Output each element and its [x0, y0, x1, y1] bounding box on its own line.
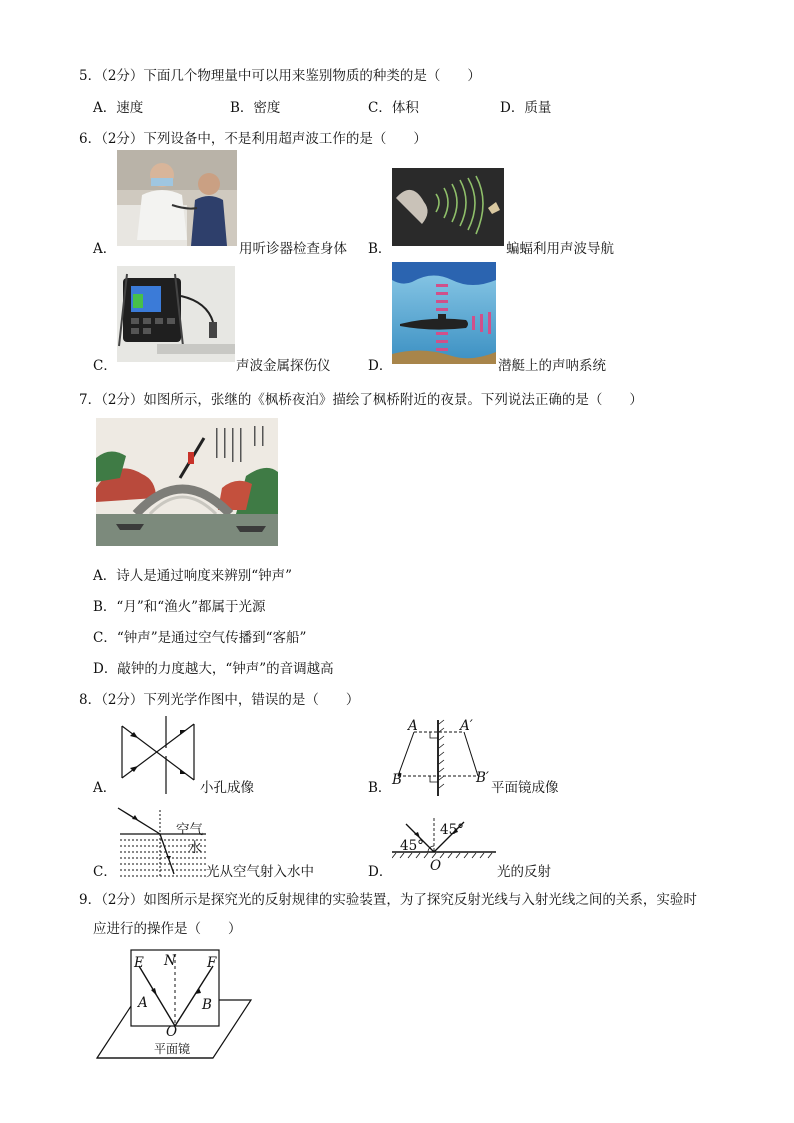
- q7-option-d[interactable]: D．敲钟的力度越大，“钟声”的音调越高: [93, 661, 334, 677]
- q6-option-b-caption: 蝙蝠利用声波导航: [506, 241, 614, 257]
- q7-option-b[interactable]: B．“月”和“渔火”都属于光源: [93, 599, 266, 615]
- q5-option-b[interactable]: B．密度: [230, 100, 281, 116]
- q5-stem: 5．（2分）下面几个物理量中可以用来鉴别物质的种类的是（ ）: [79, 68, 481, 84]
- q8b-label-b-prime: B′: [476, 770, 489, 786]
- q8-option-a-letter[interactable]: A．: [93, 780, 117, 796]
- q8-option-b-caption: 平面镜成像: [491, 780, 559, 796]
- q8-stem: 8．（2分）下列光学作图中，错误的是（ ）: [79, 692, 360, 708]
- q8b-label-a: A: [408, 718, 418, 734]
- q5-option-a[interactable]: A．速度: [93, 100, 144, 116]
- q9-mirror-caption: 平面镜: [154, 1042, 191, 1056]
- q8c-label-air: 空气: [176, 822, 203, 838]
- q8-option-c-letter[interactable]: C．: [93, 864, 117, 880]
- q8d-label-o: O: [430, 858, 442, 874]
- q8-option-d-caption: 光的反射: [497, 864, 551, 880]
- q6-submarine-sonar-image: [392, 262, 496, 364]
- q7-stem: 7．（2分）如图所示，张继的《枫桥夜泊》描绘了枫桥附近的夜景。下列说法正确的是（ ）: [79, 392, 643, 408]
- q9-label-f: F: [207, 955, 217, 971]
- q6-option-a-caption: 用听诊器检查身体: [239, 241, 347, 257]
- q6-stem: 6．（2分）下列设备中，不是利用超声波工作的是（ ）: [79, 131, 427, 147]
- q9-label-a: A: [138, 995, 148, 1011]
- q8d-label-angle-reflect: 45°: [440, 822, 464, 838]
- q6-option-d-letter[interactable]: D．: [368, 358, 393, 374]
- q6-flaw-detector-photo: [117, 266, 235, 362]
- q8b-label-b: B: [392, 772, 402, 788]
- q5-option-d[interactable]: D．质量: [500, 100, 552, 116]
- q8-option-b-letter[interactable]: B．: [368, 780, 392, 796]
- q8b-label-a-prime: A′: [460, 718, 473, 734]
- q6-option-b-letter[interactable]: B．: [368, 241, 392, 257]
- q8d-label-angle-incident: 45°: [400, 838, 424, 854]
- q8c-label-water: 水: [188, 840, 202, 856]
- q9-label-b: B: [202, 997, 212, 1013]
- q9-label-e: E: [134, 955, 144, 971]
- q6-bat-echolocation-photo: [392, 168, 504, 246]
- q5-option-c[interactable]: C．体积: [368, 100, 419, 116]
- q8-option-c-caption: 光从空气射入水中: [206, 864, 314, 880]
- q9-label-n: N: [164, 953, 176, 969]
- q6-option-c-caption: 声波金属探伤仪: [236, 358, 331, 374]
- q6-option-a-letter[interactable]: A．: [93, 241, 117, 257]
- q8-option-a-caption: 小孔成像: [200, 780, 254, 796]
- q6-option-d-caption: 潜艇上的声呐系统: [498, 358, 606, 374]
- q9-label-o: O: [166, 1024, 178, 1040]
- q8-plane-mirror-diagram: [390, 714, 490, 796]
- q9-stem-line2: 应进行的操作是（ ）: [93, 921, 242, 937]
- q7-option-a[interactable]: A．诗人是通过响度来辨别“钟声”: [93, 568, 293, 584]
- q6-option-c-letter[interactable]: C．: [93, 358, 117, 374]
- q7-maple-bridge-painting: [96, 418, 278, 546]
- q6-doctor-stethoscope-photo: [117, 150, 237, 246]
- q8-option-d-letter[interactable]: D．: [368, 864, 393, 880]
- q7-option-c[interactable]: C．“钟声”是通过空气传播到“客船”: [93, 630, 307, 646]
- q8-pinhole-diagram: [114, 716, 200, 794]
- q9-stem-line1: 9．（2分）如图所示是探究光的反射规律的实验装置，为了探究反射光线与入射光线之间的关系，实验时: [79, 892, 697, 908]
